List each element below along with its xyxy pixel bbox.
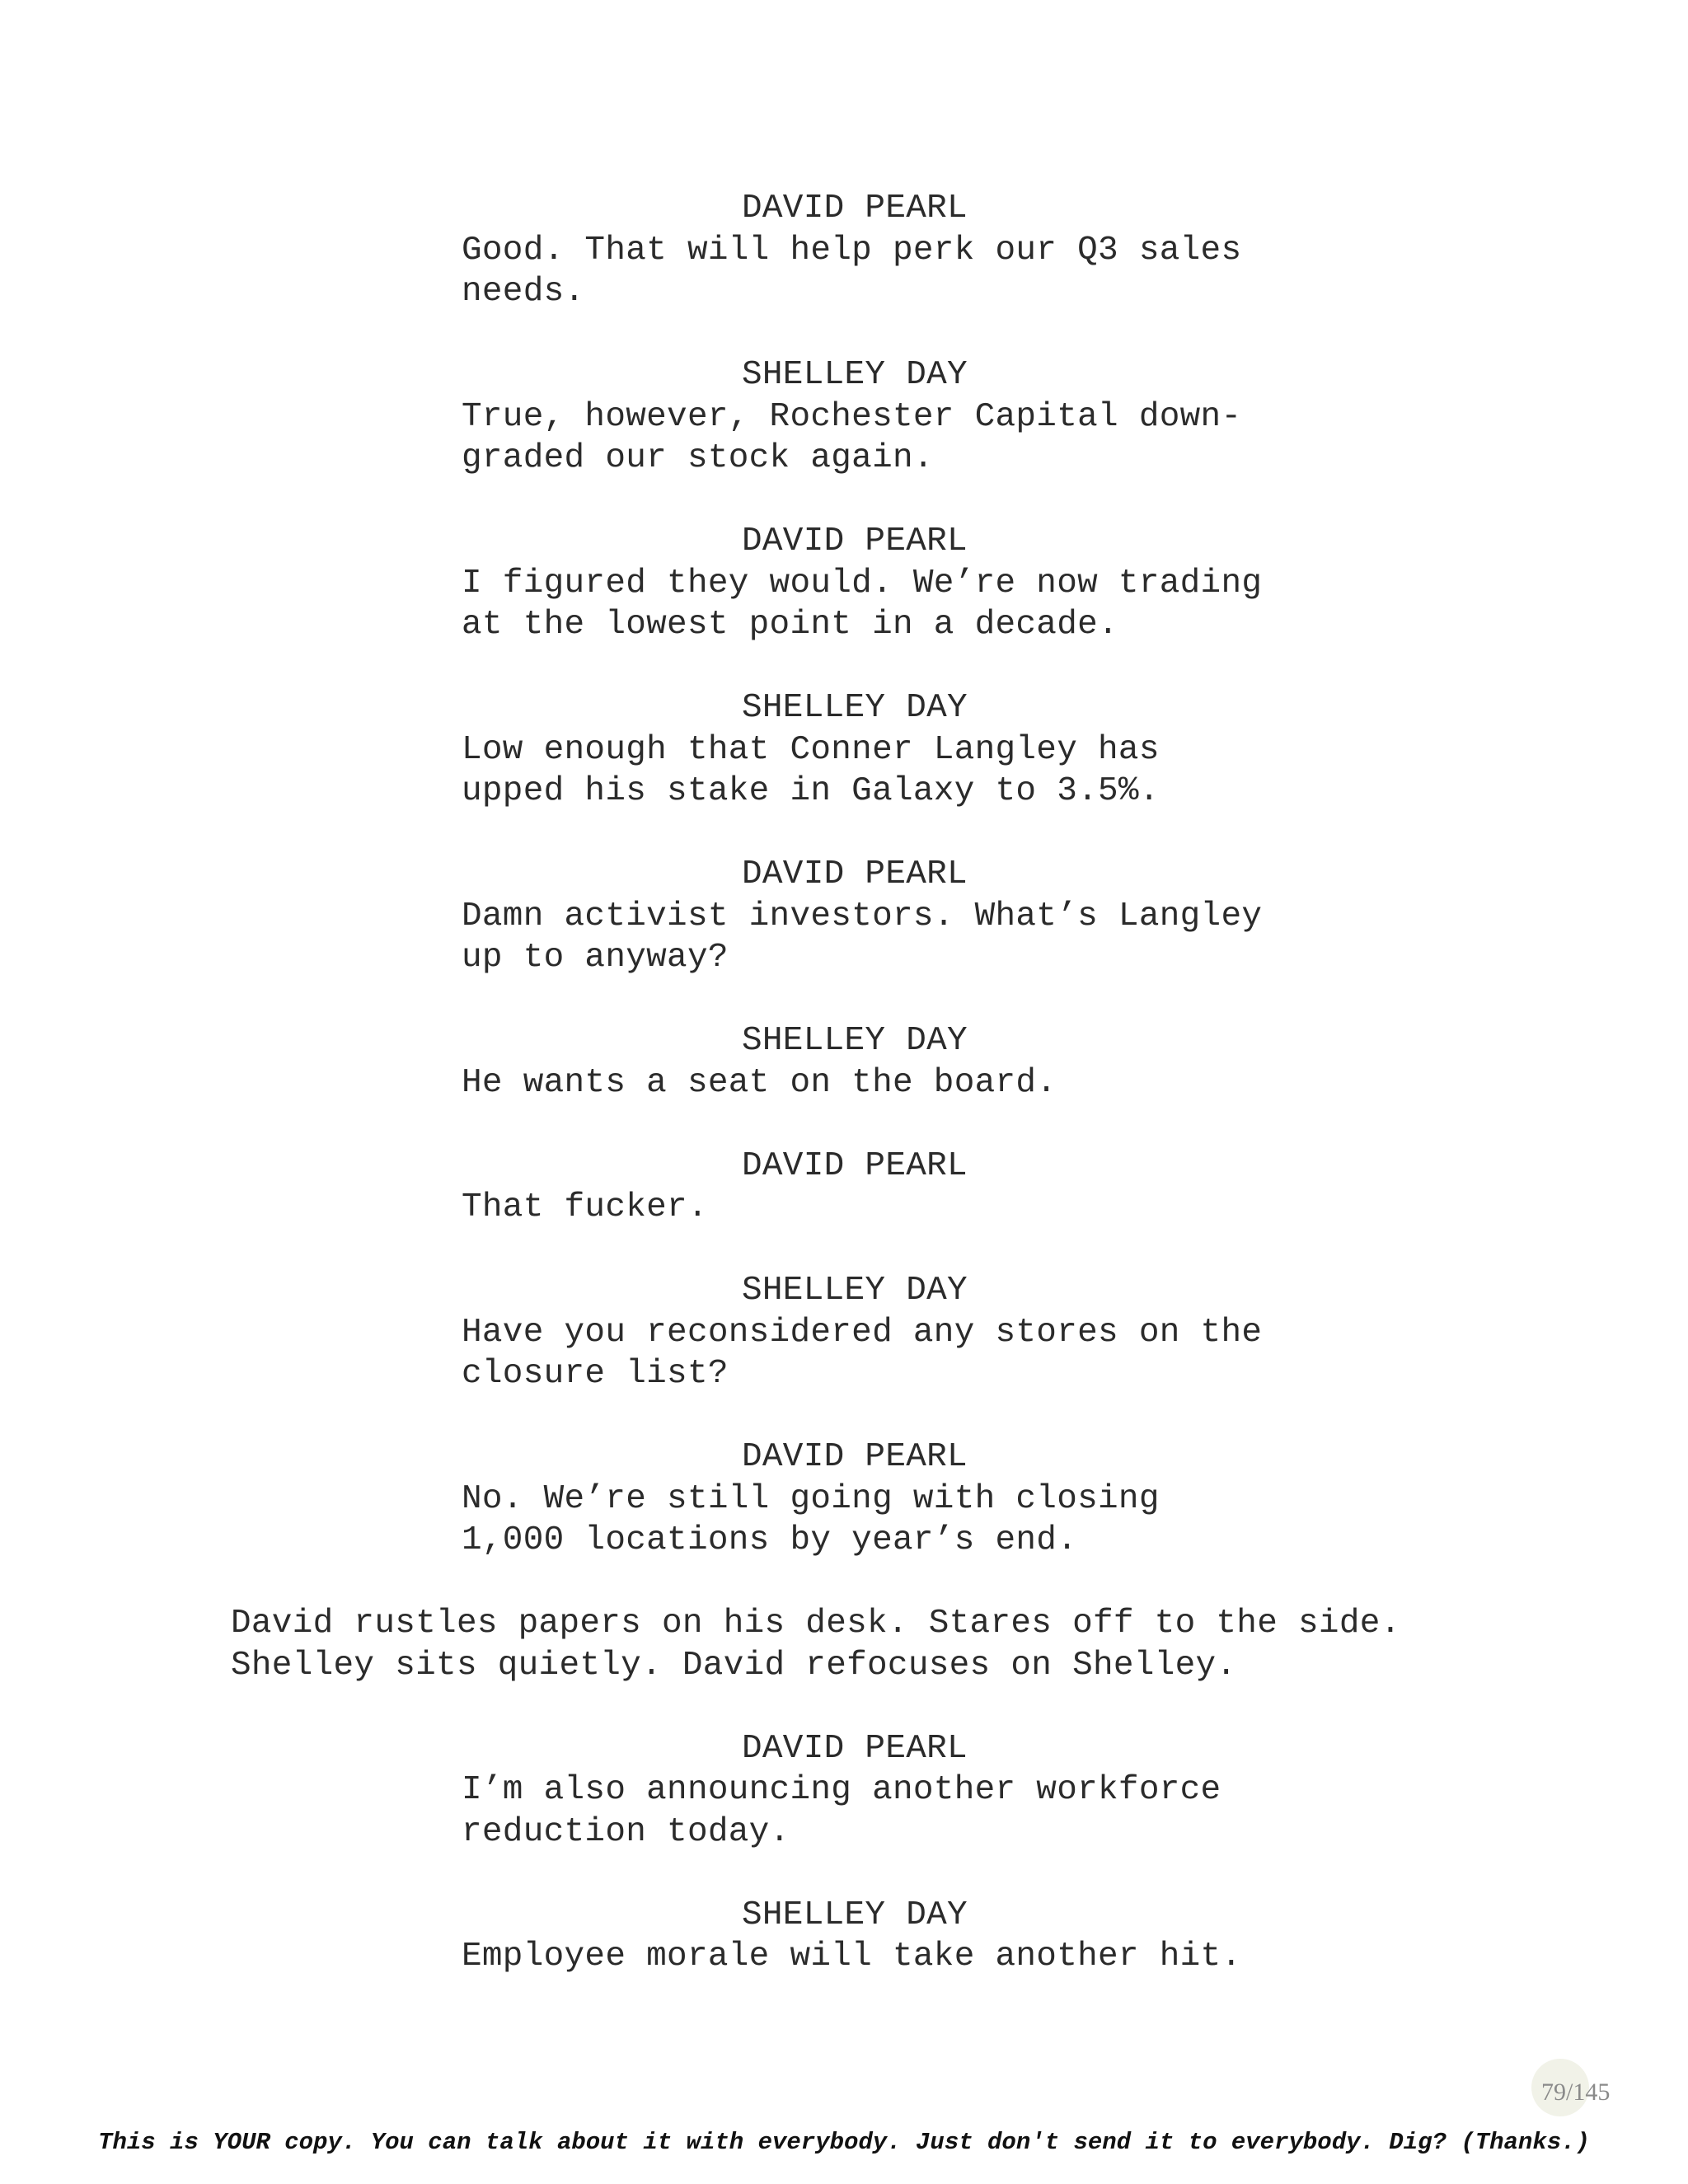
dialogue-line: 1,000 locations by year’s end. <box>462 1521 1078 1559</box>
dialogue-block <box>0 1270 1688 1395</box>
dialogue-block <box>0 687 1688 813</box>
block-spacer <box>0 1853 1688 1895</box>
dialogue-line: True, however, Rochester Capital down- <box>462 397 1242 436</box>
block-spacer <box>0 646 1688 688</box>
dialogue-line: Employee morale will take another hit. <box>462 1938 1242 1975</box>
block-spacer <box>0 813 1688 855</box>
dialogue-line: Damn activist investors. What’s Langley <box>462 897 1263 935</box>
dialogue-line: reduction today. <box>462 1812 790 1851</box>
dialogue-block <box>0 1020 1688 1104</box>
character-name: SHELLEY DAY <box>742 356 968 394</box>
dialogue-line: up to anyway? <box>462 939 729 977</box>
action-line: Shelley sits quietly. David refocuses on Shelley. <box>231 1646 1237 1685</box>
dialogue-line: upped his stake in Galaxy to 3.5%. <box>462 772 1160 810</box>
dialogue-line: closure list? <box>462 1355 729 1393</box>
character-name: DAVID PEARL <box>742 1438 968 1476</box>
dialogue-line: Low enough that Conner Langley has <box>462 730 1160 769</box>
dialogue-line: He wants a seat on the board. <box>462 1063 1057 1102</box>
block-spacer <box>0 1229 1688 1271</box>
dialogue-line: at the lowest point in a decade. <box>462 606 1118 644</box>
character-name: DAVID PEARL <box>742 523 968 560</box>
block-spacer <box>0 480 1688 522</box>
dialogue-line: That fucker. <box>462 1188 708 1226</box>
dialogue-block <box>0 188 1688 313</box>
dialogue-block <box>0 1436 1688 1562</box>
dialogue-block <box>0 1728 1688 1854</box>
dialogue-block <box>0 1895 1688 1978</box>
dialogue-line: Have you reconsidered any stores on the <box>462 1313 1263 1352</box>
page-number: 79/145 <box>1541 2079 1611 2106</box>
character-name: SHELLEY DAY <box>742 1896 968 1934</box>
dialogue-line: I’m also announcing another workforce <box>462 1771 1221 1809</box>
block-spacer <box>0 1562 1688 1604</box>
character-name: SHELLEY DAY <box>742 1272 968 1310</box>
block-spacer <box>0 1686 1688 1728</box>
dialogue-block <box>0 354 1688 480</box>
block-spacer <box>0 1395 1688 1437</box>
character-name: DAVID PEARL <box>742 1729 968 1768</box>
character-name: DAVID PEARL <box>742 190 968 227</box>
character-name: SHELLEY DAY <box>742 689 968 727</box>
dialogue-line: needs. <box>462 273 585 311</box>
character-name: SHELLEY DAY <box>742 1022 968 1060</box>
dialogue-line: No. We’re still going with closing <box>462 1479 1160 1518</box>
dialogue-block <box>0 854 1688 979</box>
action-line: David rustles papers on his desk. Stares off to the side. <box>231 1605 1401 1643</box>
dialogue-line: I figured they would. We’re now trading <box>462 564 1263 602</box>
character-name: DAVID PEARL <box>742 1146 968 1185</box>
block-spacer <box>0 313 1688 355</box>
script-body <box>0 188 1688 1978</box>
block-spacer <box>0 979 1688 1021</box>
character-name: DAVID PEARL <box>742 855 968 893</box>
dialogue-block <box>0 521 1688 646</box>
block-spacer <box>0 1104 1688 1146</box>
dialogue-block <box>0 1146 1688 1229</box>
action-block <box>0 1603 1688 1686</box>
dialogue-line: Good. That will help perk our Q3 sales <box>462 231 1242 269</box>
dialogue-line: graded our stock again. <box>462 439 934 477</box>
footer-notice: This is YOUR copy. You can talk about it with everybody. Just don't send it to everybody. Dig? (Thanks.) <box>98 2129 1590 2156</box>
